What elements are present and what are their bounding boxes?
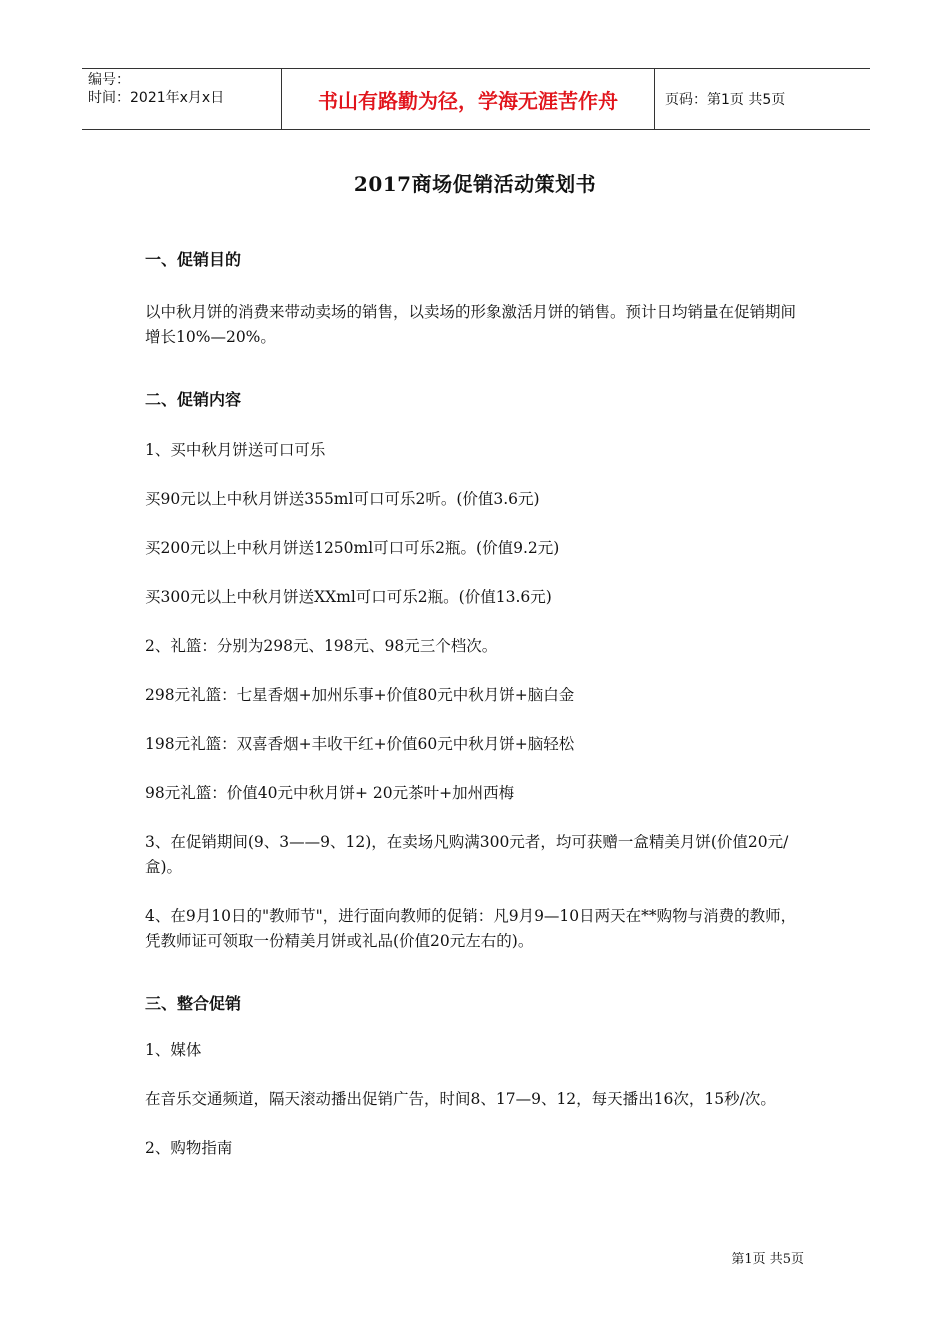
list-item: 在音乐交通频道，隔天滚动播出促销广告，时间8、17—9、12，每天播出16次，15秒/次。 <box>145 1090 776 1108</box>
list-item: 298元礼篮：七星香烟+加州乐事+价值80元中秋月饼+脑白金 <box>145 686 575 704</box>
header-meta <box>82 69 282 129</box>
document-title: 2017商场促销活动策划书 <box>353 172 597 196</box>
list-item: 1、媒体 <box>145 1041 202 1059</box>
list-item: 1、买中秋月饼送可口可乐 <box>145 441 326 459</box>
list-item: 2、礼篮：分别为298元、198元、98元三个档次。 <box>145 637 498 655</box>
section-heading-2: 二、促销内容 <box>145 390 242 409</box>
header-time: 时间：2021年x月x日 <box>88 90 225 106</box>
list-item: 98元礼篮：价值40元中秋月饼+ 20元茶叶+加州西梅 <box>145 784 515 802</box>
page-header <box>82 68 870 130</box>
section-heading-3: 三、整合促销 <box>145 994 242 1013</box>
header-page-info: 页码：第1页 共5页 <box>665 92 786 108</box>
list-item: 买300元以上中秋月饼送XXml可口可乐2瓶。(价值13.6元) <box>145 588 552 606</box>
list-item: 买200元以上中秋月饼送1250ml可口可乐2瓶。(价值9.2元) <box>145 539 560 557</box>
list-item: 2、购物指南 <box>145 1139 233 1157</box>
section-heading-1: 一、促销目的 <box>145 250 242 269</box>
paragraph: 以中秋月饼的消费来带动卖场的销售，以卖场的形象激活月饼的销售。预计日均销量在促销期间增长10%—20%。 <box>145 303 797 346</box>
header-number: 编号： <box>88 72 130 88</box>
header-motto: 书山有路勤为径，学海无涯苦作舟 <box>282 69 655 129</box>
list-item: 买90元以上中秋月饼送355ml可口可乐2听。(价值3.6元) <box>145 490 540 508</box>
list-item: 3、在促销期间(9、3——9、12)，在卖场凡购满300元者，均可获赠一盒精美月饼(价值20元/盒)。 <box>145 833 789 876</box>
document-body <box>145 250 810 1161</box>
page-footer: 第1页 共5页 <box>731 1252 804 1267</box>
list-item: 198元礼篮：双喜香烟+丰收干红+价值60元中秋月饼+脑轻松 <box>145 735 575 753</box>
list-item: 4、在9月10日的"教师节"，进行面向教师的促销：凡9月9—10日两天在**购物与消费的教师，凭教师证可领取一份精美月饼或礼品(价值20元左右的)。 <box>145 907 797 950</box>
